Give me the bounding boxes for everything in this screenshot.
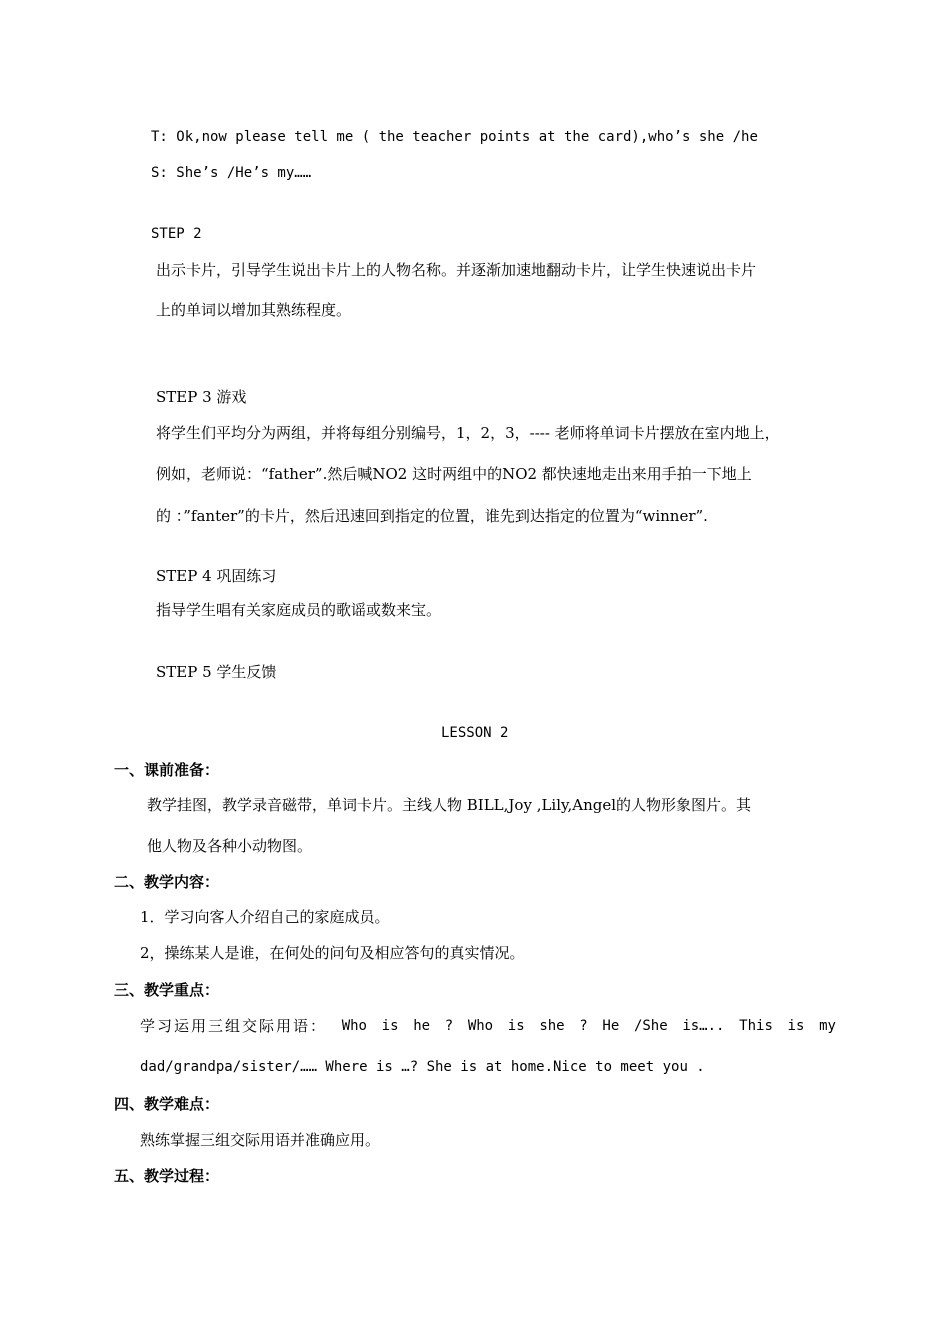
word: He: [602, 1018, 620, 1034]
section-heading-process: 五、教学过程：: [114, 1167, 220, 1185]
word: is: [787, 1018, 805, 1034]
lesson-title: LESSON 2: [441, 725, 509, 741]
preparation-line2: 他人物及各种小动物图。: [147, 837, 313, 855]
key-points-intro: 学习运用三组交际用语：: [140, 1017, 328, 1035]
word: is: [507, 1018, 525, 1034]
word: my: [819, 1018, 836, 1034]
word: Who: [341, 1018, 367, 1034]
step3-line2: 例如，老师说：“father”.然后喊NO2 这时两组中的NO2 都快速地走出来用手拍一下地上: [156, 465, 752, 483]
word: is: [381, 1018, 399, 1034]
difficulties-line1: 熟练掌握三组交际用语并准确应用。: [140, 1131, 381, 1149]
key-points-line2: dad/grandpa/sister/…… Where is …? She is at home.Nice to meet you .: [140, 1059, 705, 1075]
word: ?: [444, 1018, 454, 1034]
content-item1: 1．学习向客人介绍自己的家庭成员。: [140, 908, 390, 926]
step2-line2: 上的单词以增加其熟练程度。: [156, 301, 352, 319]
word: /She: [633, 1018, 668, 1034]
student-line: S: She’s /He’s my……: [151, 165, 312, 181]
word: Who: [467, 1018, 494, 1034]
step3-line3: 的 ：”fanter”的卡片，然后迅速回到指定的位置，谁先到达指定的位置为“winner”.: [156, 507, 708, 525]
key-points-line1: [140, 1016, 836, 1036]
step2-title: STEP 2: [151, 226, 202, 242]
step3-line1: 将学生们平均分为两组，并将每组分别编号，1，2，3，---- 老师将单词卡片摆放在室内地上，: [156, 424, 780, 442]
preparation-line1: 教学挂图，教学录音磁带，单词卡片。主线人物 BILL,Joy ,Lily,Angel的人物形象图片。其: [147, 796, 752, 814]
step5-title: STEP 5 学生反馈: [156, 663, 277, 681]
step3-title: STEP 3 游戏: [156, 388, 247, 406]
word: ?: [579, 1018, 588, 1034]
section-heading-preparation: 一、课前准备：: [114, 761, 220, 779]
word: is…..: [682, 1018, 725, 1034]
step2-line1: 出示卡片，引导学生说出卡片上的人物名称。并逐渐加速地翻动卡片，让学生快速说出卡片: [156, 261, 757, 279]
step4-line1: 指导学生唱有关家庭成员的歌谣或数来宝。: [156, 601, 442, 619]
section-heading-key-points: 三、教学重点：: [114, 981, 220, 999]
content-item2: 2，操练某人是谁，在何处的问句及相应答句的真实情况。: [140, 944, 525, 962]
section-heading-content: 二、教学内容：: [114, 873, 220, 891]
word: he: [413, 1018, 431, 1034]
word: she: [539, 1018, 565, 1034]
section-heading-difficulties: 四、教学难点：: [114, 1095, 220, 1113]
word: This: [739, 1018, 773, 1034]
step4-title: STEP 4 巩固练习: [156, 567, 277, 585]
teacher-line: T: Ok,now please tell me ( the teacher points at the card),who’s she /he: [151, 129, 758, 145]
